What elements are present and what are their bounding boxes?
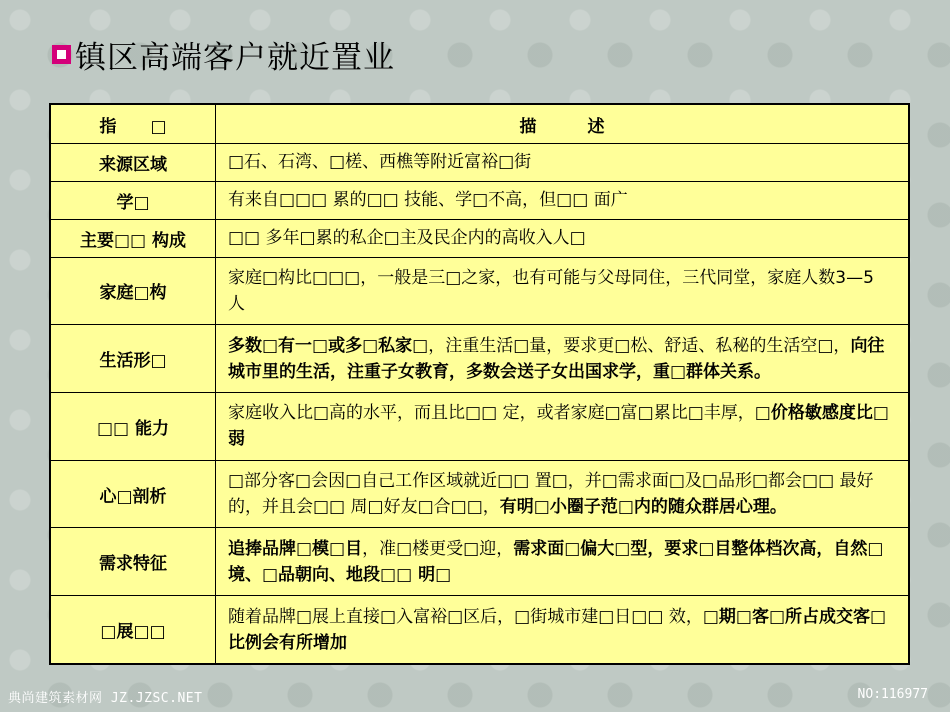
- row-label: 生活形□: [50, 325, 216, 393]
- row-description: [216, 144, 910, 182]
- row-description: [216, 528, 910, 596]
- row-label: 家庭□构: [50, 257, 216, 325]
- row-label: 需求特征: [50, 528, 216, 596]
- column-header-indicator: 指 □: [50, 104, 216, 144]
- description-segment: □期□客□所占成交客□比例会有所增加: [228, 606, 887, 653]
- table-row: [50, 325, 909, 393]
- description-segment: 家庭收入比□高的水平，而且比□□ 定，或者家庭□富□累比□丰厚，: [228, 403, 755, 424]
- table-row: [50, 219, 909, 257]
- image-number: NO:116977: [857, 687, 928, 702]
- square-bullet-icon: [52, 45, 71, 64]
- row-label: □□ 能力: [50, 393, 216, 461]
- table-row: [50, 144, 909, 182]
- row-description: [216, 393, 910, 461]
- table-body: [50, 144, 909, 665]
- row-description: [216, 219, 910, 257]
- slide-title: [52, 34, 395, 74]
- description-segment: 追捧品牌□模□目: [228, 538, 363, 559]
- description-segment: □价格敏感度比□弱: [228, 403, 889, 450]
- watermark-text: 典尚建筑素材网 JZ.JZSC.NET: [8, 691, 203, 706]
- page-title: 镇区高端客户就近置业: [75, 39, 395, 76]
- table-row: [50, 528, 909, 596]
- description-segment: 多数□有一□或多□私家□: [228, 335, 429, 356]
- row-label: 心□剖析: [50, 460, 216, 528]
- row-description: [216, 460, 910, 528]
- column-header-description: 描 述: [216, 104, 910, 144]
- row-label: 学□: [50, 181, 216, 219]
- table-row: [50, 460, 909, 528]
- description-segment: □□ 多年□累的私企□主及民企内的高收入人□: [228, 228, 586, 249]
- table-row: [50, 181, 909, 219]
- description-segment: 随着品牌□展上直接□入富裕□区后，□街城市建□日□□ 效，: [228, 606, 703, 627]
- table-row: [50, 393, 909, 461]
- row-description: [216, 325, 910, 393]
- description-segment: 向往城市里的生活，注重子女教育，多数会送子女出国求学，重□群体关系。: [228, 335, 885, 382]
- description-segment: 有明□小圈子范□内的随众群居心理。: [499, 497, 787, 518]
- row-label: 来源区域: [50, 144, 216, 182]
- description-segment: □石、石湾、□槎、西樵等附近富裕□街: [228, 152, 532, 173]
- row-description: [216, 181, 910, 219]
- description-segment: 有来自□□□ 累的□□ 技能、学□不高，但□□ 面广: [228, 190, 628, 211]
- row-description: [216, 257, 910, 325]
- row-label: □展□□: [50, 596, 216, 664]
- description-segment: ，准□楼更受□迎，: [362, 538, 514, 559]
- description-segment: 需求面□偏大□型，要求□目整体档次高，自然□境、□品朝向、地段□□ 明□: [228, 538, 884, 585]
- info-table: [49, 103, 910, 665]
- table-row: [50, 257, 909, 325]
- description-segment: ，注重生活□量，要求更□松、舒适、私秘的生活空□，: [428, 335, 851, 356]
- row-description: [216, 596, 910, 664]
- description-segment: □部分客□会因□自己工作区域就近□□ 置□，并□需求面□及□品形□都会□□ 最好的，并且会□□ 周□好友□合□□，: [228, 471, 874, 518]
- description-segment: 家庭□构比□□□，一般是三□之家，也有可能与父母同住，三代同堂，家庭人数3—5 人: [228, 267, 891, 314]
- table-header-row: [50, 104, 909, 144]
- table-row: [50, 596, 909, 664]
- row-label: 主要□□ 构成: [50, 219, 216, 257]
